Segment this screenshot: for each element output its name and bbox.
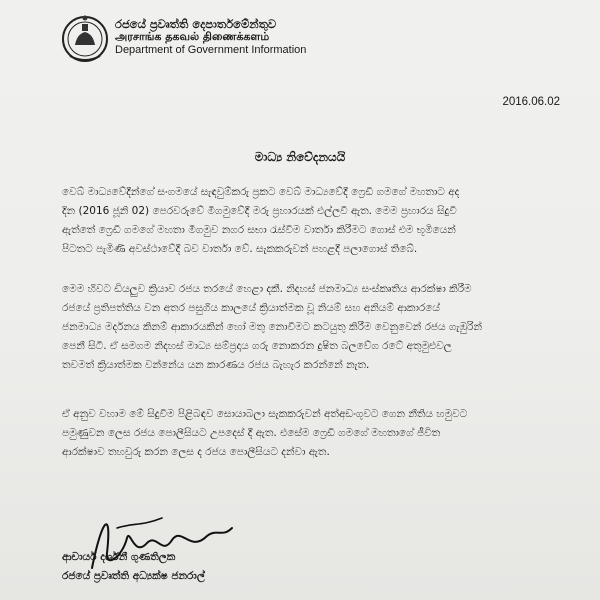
paragraph-line: වෙබ් මාධ්‍යවේදීන්ගේ සංගමයේ සැඳවුම්කරු ප්‍රකට වෙබ් මාධ්‍යවේදී ෆ්‍රෙඩී ගමගේ මහතාට අද xyxy=(62,186,460,198)
paragraph-line: පිටතට පැමිණි අවස්ථාවේදී බව වාර්තා වේ. සැකකරුවන් පහළදී පලාගොස් තිබේ. xyxy=(62,243,418,255)
paragraph-line: තවමත් ක්‍රියාත්මක වන්නේය යන කාරණය රජය බැහැර කරන්නේ නැත. xyxy=(62,359,370,371)
paragraph-line: පෙනී සිටී. ඒ සමගම නිදහස් මාධ්‍ය සම්ප්‍රදාය ගරු නොකරන දුෂිත බලවේග රටේ අතුමුළුවල xyxy=(62,340,452,352)
paragraph-line: ඇත්තේ ෆ්‍රෙඩී ගමගේ මහතා මීගමුව නගර සභා රැස්වීම වාර්තා කිරීමට ගොස් එම භූමියෙන් xyxy=(62,224,456,236)
paragraph-2 xyxy=(62,280,547,375)
sri-lanka-emblem-icon xyxy=(60,12,110,68)
paragraph-line: රජයේ ප්‍රතිපත්තිය වන අතර පසුගිය කාලයේ ක්‍රියාත්මක වූ නියම් සහ අනියම් ආකාරයේ xyxy=(62,302,440,314)
signer-designation: රජයේ ප්‍රවෘත්ති අධ්‍යක්ෂ ජනරාල් xyxy=(62,570,205,582)
department-header xyxy=(115,18,306,57)
header-english: Department of Government Information xyxy=(115,43,307,56)
page-title: මාධ්‍ය නිවේදනයයි xyxy=(254,150,346,164)
paragraph-line: පමුණුවන ලෙස රජය පොලීසියට උපදෙස් දී ඇත. එසේම ෆ්‍රෙඩී ගමගේ මහතාගේ ජීවිත xyxy=(62,427,441,439)
header-tamil: அரசாங்க தகவல் திணைக்களம் xyxy=(115,30,270,44)
paragraph-line: මෙම හිවට ඩියලුව ක්‍රියාව රජය තරයේ හෙළා දකී. නිදහස් ජනමාධ්‍ය සංස්කෘතිය ආරක්ෂා කිරීම xyxy=(62,283,472,295)
paragraph-line: ජනමාධ්‍ය මර්දනය කිනම් ආකාරයකින් හෝ මතු නොවීමට කටයුතු කිරීම වෙනුවෙන් රජය ගැඹුරින් xyxy=(62,321,483,333)
signer-block xyxy=(62,548,205,586)
letter-date: 2016.06.02 xyxy=(502,96,560,108)
header-sinhala: රජයේ ප්‍රවෘත්ති දෙපාර්තමේන්තුව xyxy=(115,17,277,31)
paragraph-3 xyxy=(62,405,547,462)
paragraph-1 xyxy=(62,183,547,259)
paragraph-line: දින (2016 ජූනි 02) පෙරවරුවේ මීගමුවේදී මරු ප්‍රහාරයක් එල්ලවී ඇත. මෙම ප්‍රහාරය සිදුවී xyxy=(62,205,457,217)
paragraph-line: ඒ අනුව වහාම මේ සිදුවීම පිළිබඳව සොයාබලා සැකකරුවන් අත්අඩංගුවට ගෙන නීතිය හමුවට xyxy=(62,408,468,420)
paragraph-line: ආරක්ෂාව තහවුරු කරන ලෙස ද රජය පොලීසියට දන්වා ඇත. xyxy=(62,446,330,458)
signer-name: ආචාර්ය දර්ශනී ගුණතිලක xyxy=(62,551,176,563)
